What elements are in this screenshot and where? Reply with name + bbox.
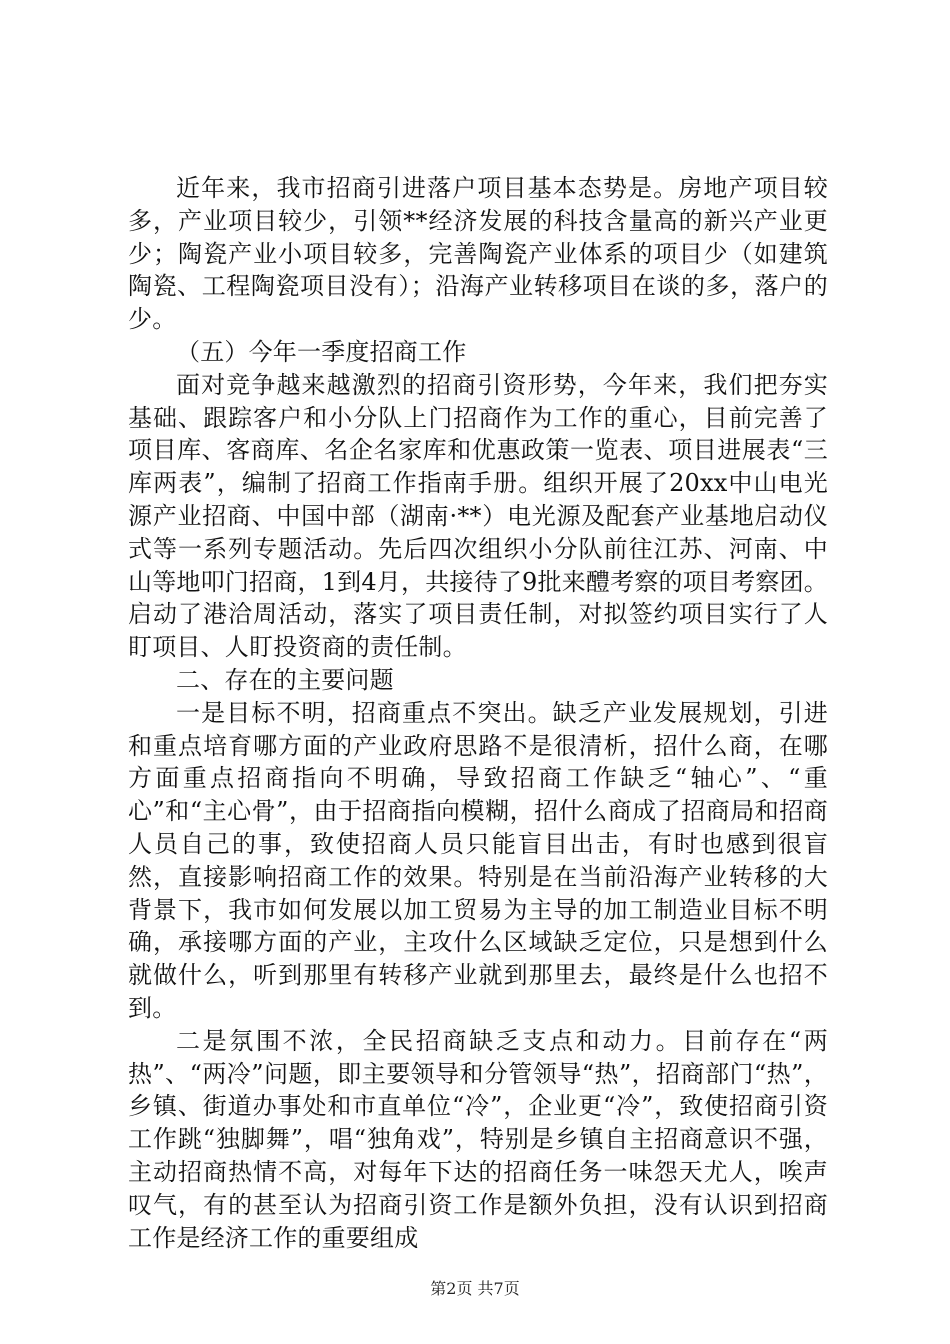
document-body xyxy=(128,172,828,1254)
paragraph-current-situation: 近年来，我市招商引进落户项目基本态势是。房地产项目较多，产业项目较少，引领**经济发展的科技含量高的新兴产业更少；陶瓷产业小项目较多，完善陶瓷产业体系的项目少（如建筑陶瓷、工程陶瓷项目没有）；沿海产业转移项目在谈的多，落户的少。 xyxy=(128,174,828,334)
paragraph-problem-one: 一是目标不明，招商重点不突出。缺乏产业发展规划，引进和重点培育哪方面的产业政府思路不是很清析，招什么商，在哪方面重点招商指向不明确，导致招商工作缺乏“轴心”、“重心”和“主心骨”，由于招商指向模糊，招什么商成了招商局和招商人员自己的事，致使招商人员只能盲目出击，有时也感到很盲然，直接影响招商工作的效果。特别是在当前沿海产业转移的大背景下，我市如何发展以加工贸易为主导的加工制造业目标不明确，承接哪方面的产业，主攻什么区域缺乏定位，只是想到什么就做什么，听到那里有转移产业就到那里去，最终是什么也招不到。 xyxy=(128,698,828,1022)
paragraph-problem-two: 二是氛围不浓，全民招商缺乏支点和动力。目前存在“两热”、“两冷”问题，即主要领导和分管领导“热”，招商部门“热”，乡镇、街道办事处和市直单位“冷”，企业更“冷”，致使招商引资工作跳“独脚舞”，唱“独角戏”，特别是乡镇自主招商意识不强，主动招商热情不高，对每年下达的招商任务一味怨天尤人，唉声叹气，有的甚至认为招商引资工作是额外负担，没有认识到招商工作是经济工作的重要组成 xyxy=(128,1026,828,1252)
paragraph-q1-work: 面对竞争越来越激烈的招商引资形势，今年来，我们把夯实基础、跟踪客户和小分队上门招商作为工作的重心，目前完善了项目库、客商库、名企名家库和优惠政策一览表、项目进展表“三库两表”，编制了招商工作指南手册。组织开展了20xx中山电光源产业招商、中国中部（湖南·**）电光源及配套产业基地启动仪式等一系列专题活动。先后四次组织小分队前往江苏、河南、中山等地叩门招商，1到4月，共接待了9批来醴考察的项目考察团。启动了港洽周活动，落实了项目责任制，对拟签约项目实行了人盯项目、人盯投资商的责任制。 xyxy=(128,370,828,662)
page-footer: 第2页 共7页 xyxy=(430,1279,520,1298)
section-heading-main-problems: 二、存在的主要问题 xyxy=(176,665,394,694)
section-heading-q1-work: （五）今年一季度招商工作 xyxy=(176,337,467,366)
